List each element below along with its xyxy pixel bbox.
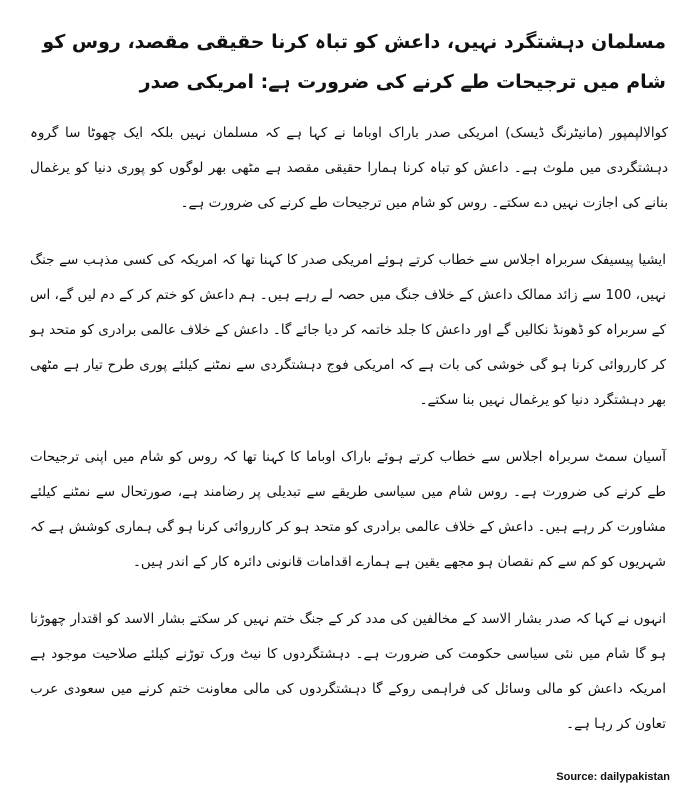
- article-headline: مسلمان دہشتگرد نہیں، داعش کو تباہ کرنا حقیقی مقصد، روس کو شام میں ترجیحات طے کرنے کی ضرورت ہے: امریکی صدر: [42, 31, 666, 93]
- article-paragraph-4: انہوں نے کہا کہ صدر بشار الاسد کے مخالفین کی مدد کر کے جنگ ختم نہیں کر سکتے بشار الاسد کو اقتدار چھوڑنا ہو گا شام میں نئی سیاسی حکومت کی ضرورت ہے۔ دہشتگردوں کا نیٹ ورک توڑنے کیلئے صلاحیت موجود ہے امریکہ داعش کو مالی وسائل کی فراہمی روکے گا دہشتگردوں کی مالی معاونت ختم کرنے میں سعودی عرب تعاون کر رہا ہے۔: [30, 611, 666, 732]
- article-paragraph-1: کوالالپمپور (مانیٹرنگ ڈیسک) امریکی صدر باراک اوباما نے کہا ہے کہ مسلمان نہیں بلکہ ایک چھوٹا سا گروہ دہشتگردی میں ملوث ہے۔ داعش کو تباہ کرنا ہمارا حقیقی مقصد ہے مٹھی بھر لوگوں کو پوری دنیا کو یرغمال بنانے کی اجازت نہیں دے سکتے۔ روس کو شام میں ترجیحات طے کرنے کی ضرورت ہے۔: [30, 125, 668, 211]
- source-credit: Source: dailypakistan: [556, 771, 670, 783]
- article-paragraph-3: آسیان سمٹ سربراہ اجلاس سے خطاب کرتے ہوئے باراک اوباما کا کہنا تھا کہ روس کو شام میں اپنی ترجیحات طے کرنے کی ضرورت ہے۔ روس شام میں سیاسی طریقے سے تبدیلی پر رضامند ہے، صورتحال سے نمٹنے کیلئے مشاورت کر رہے ہیں۔ داعش کے خلاف عالمی برادری کو متحد ہو کر کارروائی کرنا ہو گی ہماری کوشش ہے کہ شہریوں کو کم سے کم نقصان ہو مجھے یقین ہے ہمارے اقدامات قانونی دائرہ کار کے اندر ہیں۔: [30, 449, 666, 570]
- article-body: [22, 116, 672, 742]
- article-paragraph-2: ایشیا پیسیفک سربراہ اجلاس سے خطاب کرتے ہوئے امریکی صدر کا کہنا تھا کہ امریکہ کی کسی مذہب سے جنگ نہیں، 100 سے زائد ممالک داعش کے خلاف جنگ میں حصہ لے رہے ہیں۔ ہم داعش کو ختم کر کے دم لیں گے، اس کے سربراہ کو ڈھونڈ نکالیں گے اور داعش کا جلد خاتمہ کر دیا جائے گا۔ داعش کے خلاف عالمی برادری کو متحد ہو کر کارروائی کرنا ہو گی خوشی کی بات ہے کہ امریکی فوج دہشتگردی سے نمٹنے کیلئے پوری طرح تیار ہے مٹھی بھر دہشتگرد دنیا کو یرغمال نہیں بنا سکتے۔: [30, 252, 666, 408]
